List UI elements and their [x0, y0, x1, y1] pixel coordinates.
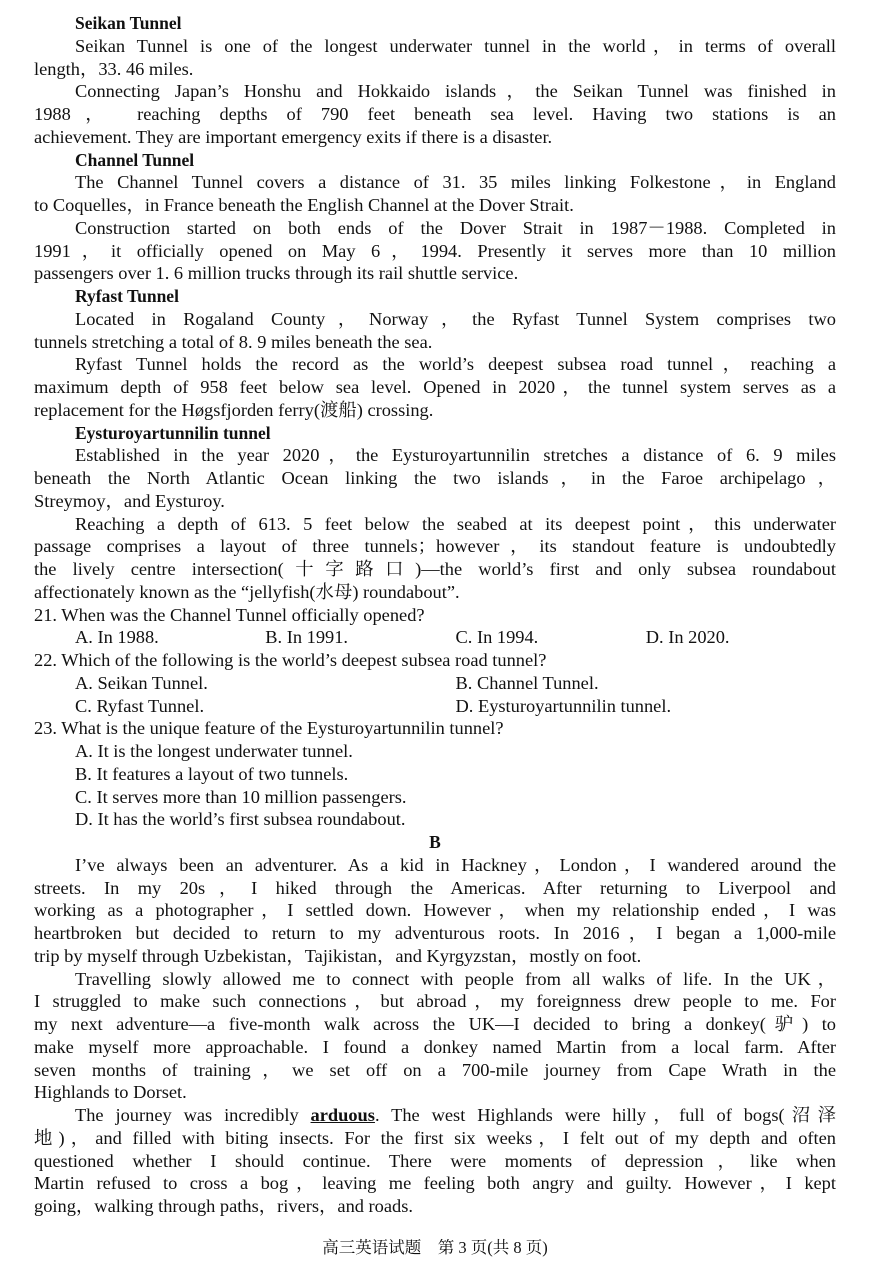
- paragraph-line: maximum depth of 958 feet below sea level. Opened in 2020，the tunnel system serves as a: [34, 377, 836, 397]
- paragraph-line: replacement for the Høgsfjorden ferry(渡船) crossing.: [34, 399, 434, 420]
- section-title: Eysturoyartunnilin tunnel: [75, 422, 271, 443]
- paragraph-line: to Coquelles，in France beneath the English Channel at the Dover Strait.: [34, 195, 574, 215]
- paragraph-line: achievement. They are important emergency exits if there is a disaster.: [34, 126, 553, 147]
- paragraph-line: Streymoy，and Eysturoy.: [34, 490, 225, 511]
- paragraph-line: Travelling slowly allowed me to connect with people from all walks of life. In the UK，: [75, 968, 836, 989]
- options-row: [34, 626, 836, 649]
- paragraph-line: [34, 1104, 836, 1127]
- answer-option: C. In 1994.: [455, 627, 539, 648]
- paragraph-line: seven months of training，we set off on a 700-mile journey from Cape Wrath in the: [34, 1059, 836, 1080]
- keyword-underlined: arduous: [310, 1105, 375, 1125]
- paragraph-line: working as a photographer，I settled down. However，when my relationship ended，I was: [34, 900, 836, 921]
- paragraph-line: Connecting Japan’s Honshu and Hokkaido islands，the Seikan Tunnel was finished in: [75, 81, 836, 102]
- answer-option: A. Seikan Tunnel.: [75, 672, 208, 693]
- answer-option: A. In 1988.: [75, 627, 159, 648]
- answer-option: D. It has the world’s first subsea roundabout.: [75, 809, 406, 830]
- exam-page: [34, 12, 836, 1218]
- paragraph-line: Martin refused to cross a bog，leaving me feeling both angry and guilty. However，I kept: [34, 1173, 836, 1194]
- paragraph-line: Construction started on both ends of the Dover Strait in 1987－1988. Completed in: [75, 217, 836, 238]
- text-fragment: The journey was incredibly: [75, 1105, 311, 1125]
- paragraph-line: 地)，and filled with biting insects. For the first six weeks，I felt out of my depth and often: [34, 1127, 836, 1148]
- paragraph-line: Reaching a depth of 613. 5 feet below the seabed at its deepest point，this underwater: [75, 513, 836, 534]
- paragraph-line: Seikan Tunnel is one of the longest underwater tunnel in the world，in terms of overall: [75, 35, 836, 56]
- paragraph-line: 1988， reaching depths of 790 feet beneath sea level. Having two stations is an: [34, 104, 836, 124]
- page-footer: 高三英语试题 第 3 页(共 8 页): [322, 1238, 548, 1257]
- section-title: Seikan Tunnel: [75, 13, 182, 33]
- paragraph-line: going，walking through paths，rivers，and roads.: [34, 1196, 413, 1216]
- answer-option: A. It is the longest underwater tunnel.: [75, 741, 353, 761]
- paragraph-line: my next adventure—a five-month walk across the UK—I decided to bring a donkey(驴) to: [34, 1014, 836, 1034]
- paragraph-line: streets. In my 20s，I hiked through the Americas. After returning to Liverpool and: [34, 877, 836, 898]
- paragraph-line: length，33. 46 miles.: [34, 58, 194, 79]
- section-title: Ryfast Tunnel: [75, 286, 179, 306]
- paragraph-line: I’ve always been an adventurer. As a kid in Hackney，London，I wandered around the: [75, 854, 836, 875]
- question-stem: 21. When was the Channel Tunnel officially opened?: [34, 604, 425, 625]
- answer-option: B. Channel Tunnel.: [455, 672, 599, 693]
- paragraph-line: Ryfast Tunnel holds the record as the world’s deepest subsea road tunnel，reaching a: [75, 354, 836, 375]
- paragraph-line: tunnels stretching a total of 8. 9 miles beneath the sea.: [34, 331, 433, 352]
- answer-option: C. Ryfast Tunnel.: [75, 695, 205, 716]
- answer-option: D. Eysturoyartunnilin tunnel.: [455, 695, 672, 716]
- paragraph-line: Established in the year 2020，the Eysturoyartunnilin stretches a distance of 6. 9 miles: [75, 445, 836, 466]
- paragraph-line: heartbroken but decided to return to my adventurous roots. In 2016，I began a 1,000-mile: [34, 923, 836, 943]
- paragraph-line: The Channel Tunnel covers a distance of 31. 35 miles linking Folkestone，in England: [75, 172, 836, 193]
- paragraph-line: I struggled to make such connections，but abroad，my foreignness drew people to me. For: [34, 991, 836, 1012]
- paragraph-line: the lively centre intersection(十字路口)—the world’s first and only subsea roundabout: [34, 559, 836, 579]
- paragraph-line: Highlands to Dorset.: [34, 1082, 187, 1103]
- paragraph-line: affectionately known as the “jellyfish(水母) roundabout”.: [34, 581, 460, 602]
- answer-option: B. It features a layout of two tunnels.: [75, 763, 349, 784]
- paragraph-line: beneath the North Atlantic Ocean linking the two islands，in the Faroe archipelago，: [34, 468, 836, 488]
- paragraph-line: passengers over 1. 6 million trucks through its rail shuttle service.: [34, 263, 519, 284]
- paragraph-line: make myself more approachable. I found a donkey named Martin from a local farm. After: [34, 1036, 836, 1057]
- paragraph-line: Located in Rogaland County，Norway，the Ryfast Tunnel System comprises two: [75, 308, 836, 329]
- options-row: [34, 672, 836, 695]
- answer-option: B. In 1991.: [265, 627, 349, 648]
- answer-option: D. In 2020.: [645, 627, 730, 648]
- question-stem: 22. Which of the following is the world’s deepest subsea road tunnel?: [34, 650, 547, 670]
- paragraph-line: passage comprises a layout of three tunnels；however，its standout feature is undoubtedly: [34, 536, 836, 557]
- passage-label: B: [429, 832, 441, 852]
- section-title: Channel Tunnel: [75, 149, 195, 170]
- question-stem: 23. What is the unique feature of the Eysturoyartunnilin tunnel?: [34, 718, 504, 739]
- paragraph-line: questioned whether I should continue. There were moments of depression，like when: [34, 1150, 836, 1171]
- paragraph-line: trip by myself through Uzbekistan，Tajikistan，and Kyrgyzstan，mostly on foot.: [34, 945, 642, 966]
- options-row: [34, 695, 836, 718]
- text-fragment: . The west Highlands were hilly，full of bogs(沼泽: [374, 1105, 836, 1125]
- paragraph-line: 1991，it officially opened on May 6，1994. Presently it serves more than 10 million: [34, 240, 836, 261]
- answer-option: C. It serves more than 10 million passengers.: [75, 786, 407, 807]
